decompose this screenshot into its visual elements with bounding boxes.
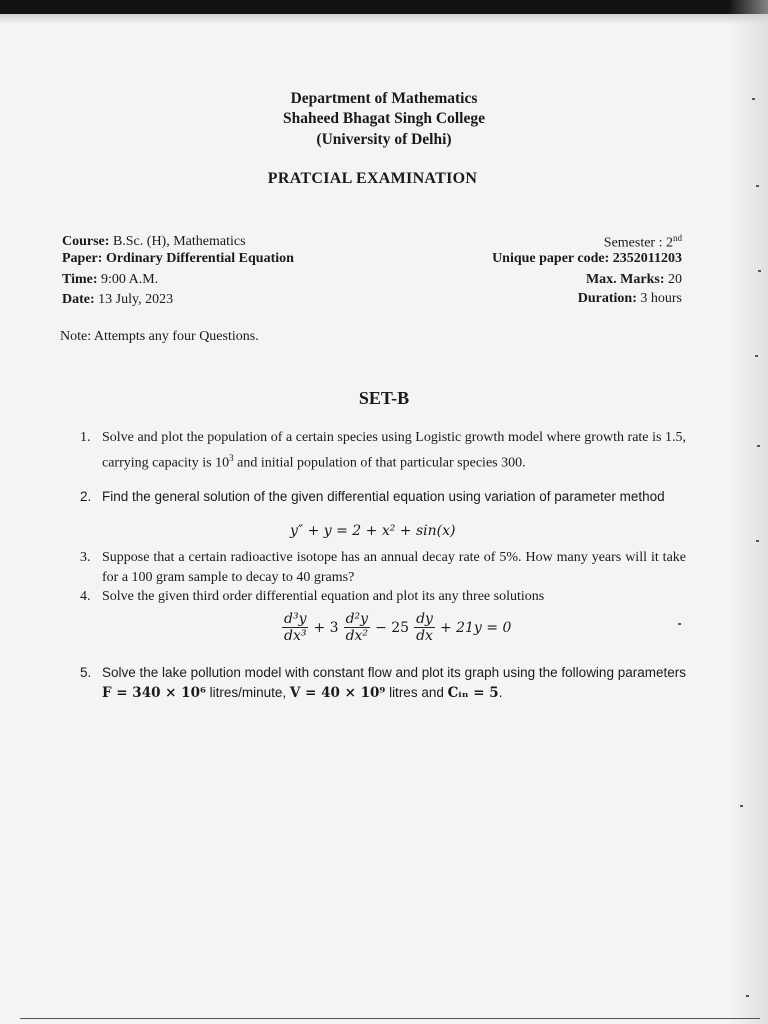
fraction-denominator: dx² — [345, 628, 369, 644]
question-number: 4. — [80, 589, 91, 604]
course-value: B.Sc. (H), Mathematics — [112, 234, 246, 249]
equation-q4 — [280, 611, 511, 644]
scan-speck — [755, 355, 758, 357]
department-heading: Department of Mathematics — [290, 90, 478, 107]
fraction-denominator: dx³ — [284, 628, 307, 644]
question-text-part: . — [498, 685, 503, 700]
time-label: Time: — [62, 272, 98, 287]
question-text-part: and initial population of that particular species 300. — [233, 455, 526, 471]
paper-value: Ordinary Differential Equation — [105, 251, 294, 266]
question-text: Suppose that a certain radioactive isotope has an annual decay rate of 5%. How many years will it take for a 100 gram sample to decay to 40 grams? — [102, 550, 686, 585]
scan-speck — [678, 623, 681, 625]
scan-speck — [746, 995, 749, 997]
course-label: Course: — [62, 234, 110, 249]
scan-shadow — [0, 14, 768, 24]
scan-speck — [756, 185, 759, 187]
scan-right-shade — [728, 0, 768, 1024]
equation-q2: y″ + y = 2 + x² + sin(x) — [290, 523, 456, 539]
scan-speck — [757, 445, 760, 447]
scan-speck — [756, 540, 759, 542]
duration-value: 3 hours — [640, 291, 682, 306]
question-number: 1. — [80, 430, 91, 445]
fraction-numerator: d³y — [284, 611, 307, 627]
duration-label: Duration: — [577, 291, 637, 306]
scan-speck — [758, 270, 761, 272]
paper-code-info — [492, 251, 682, 267]
question-5 — [80, 663, 686, 703]
question-1 — [80, 428, 686, 474]
scan-bottom-edge — [20, 1018, 760, 1019]
second-derivative — [344, 611, 370, 644]
set-title: SET-B — [358, 388, 410, 408]
semester-info — [604, 233, 682, 252]
first-derivative — [414, 611, 435, 644]
date-info — [62, 292, 173, 308]
time-info — [62, 272, 158, 288]
question-number: 5. — [80, 665, 92, 680]
volume-expression: V = 40 × 10⁹ — [289, 685, 386, 701]
question-2 — [80, 487, 686, 507]
question-text: Find the general solution of the given differential equation using variation of parameter method — [102, 489, 665, 504]
semester-label: Semester : — [603, 235, 666, 251]
university-heading: (University of Delhi) — [316, 131, 452, 148]
fraction-denominator: dx — [416, 628, 433, 644]
instructions-note: Note: Attempts any four Questions. — [60, 329, 259, 344]
question-number: 2. — [80, 489, 92, 504]
date-label: Date: — [62, 292, 95, 307]
carrying-capacity-base: 10 — [215, 455, 230, 471]
question-text: Solve the given third order differential equation and plot its any three solutions — [102, 589, 545, 604]
max-marks-info — [586, 272, 682, 288]
exam-title: PRATCIAL EXAMINATION — [267, 170, 478, 187]
equation-operator: + 3 — [313, 619, 339, 636]
paper-info — [62, 251, 294, 267]
scan-top-border — [0, 0, 768, 14]
flow-rate-expression: F = 340 × 10⁶ — [102, 685, 206, 701]
college-heading: Shaheed Bhagat Singh College — [283, 110, 485, 127]
question-text — [102, 428, 686, 474]
equation-operator: − 25 — [375, 619, 410, 636]
question-3 — [80, 548, 686, 588]
question-text-part: Solve the lake pollution model with constant flow and plot its graph using the following parameters — [102, 665, 686, 680]
question-text-part: litres/minute, — [205, 685, 290, 700]
paper-code-label: Unique paper code: — [492, 251, 610, 266]
fraction-numerator: d²y — [345, 611, 369, 627]
third-derivative — [282, 611, 308, 644]
semester-suffix: nd — [673, 233, 682, 243]
carrying-capacity-exponent: 3 — [229, 453, 234, 463]
semester-value: 2 — [666, 235, 673, 251]
max-marks-value: 20 — [668, 272, 682, 287]
question-text-part: litres and — [385, 685, 448, 700]
concentration-expression: Cᵢₙ = 5 — [447, 685, 499, 701]
time-value: 9:00 A.M. — [101, 272, 159, 287]
fraction-numerator: dy — [416, 611, 433, 627]
duration-info — [578, 291, 682, 307]
paper-label: Paper: — [62, 251, 103, 266]
scan-speck — [740, 805, 743, 807]
question-text-part: Solve and plot the population of a certain species using Logistic growth model where growth rate is 1.5, carrying capacity is — [102, 430, 686, 471]
paper-code-value: 2352011203 — [612, 251, 682, 266]
max-marks-label: Max. Marks: — [585, 272, 665, 287]
question-4 — [80, 587, 686, 607]
course-info — [62, 234, 246, 250]
date-value: 13 July, 2023 — [98, 292, 174, 307]
question-number: 3. — [80, 550, 91, 565]
equation-tail: + 21y = 0 — [439, 619, 512, 636]
question-text — [102, 663, 686, 703]
